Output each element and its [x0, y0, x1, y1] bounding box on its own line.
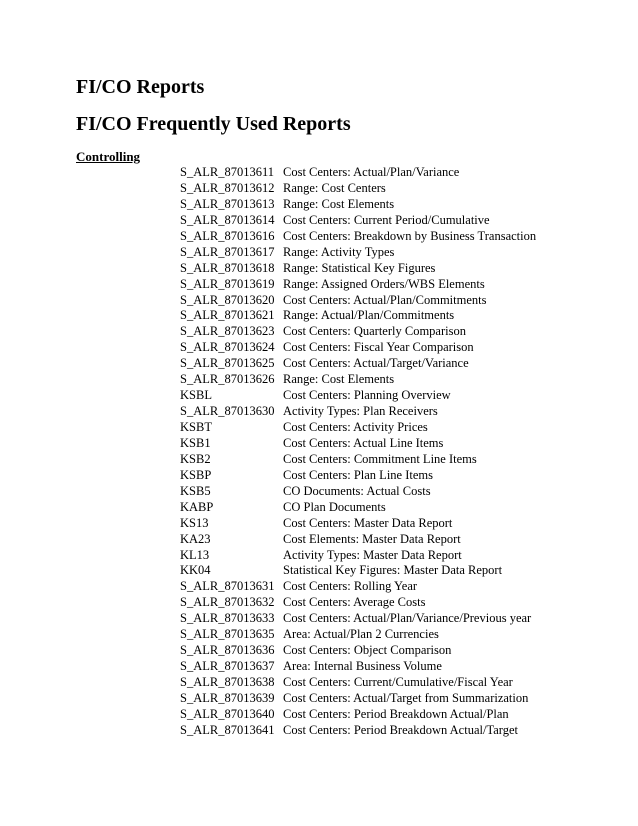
report-description: Cost Centers: Average Costs [283, 595, 426, 610]
report-row [180, 578, 620, 594]
report-description: Range: Statistical Key Figures [283, 260, 436, 275]
report-description: Cost Centers: Master Data Report [283, 515, 453, 530]
report-code: KSBT [180, 420, 212, 434]
report-row [180, 467, 620, 483]
report-code: S_ALR_87013612 [180, 180, 275, 195]
report-description: Cost Centers: Fiscal Year Comparison [283, 340, 474, 355]
report-description: Range: Cost Elements [283, 372, 395, 387]
report-code: S_ALR_87013636 [180, 643, 275, 658]
report-code: S_ALR_87013625 [180, 356, 275, 371]
report-code: KSB5 [180, 483, 211, 498]
report-row [180, 562, 620, 578]
report-code: S_ALR_87013613 [180, 196, 275, 211]
report-code: KSB2 [180, 451, 211, 466]
report-code: S_ALR_87013637 [180, 659, 275, 674]
report-description: Cost Centers: Actual/Plan/Variance [283, 165, 460, 179]
report-code: S_ALR_87013619 [180, 276, 275, 291]
report-row [180, 307, 620, 323]
report-code: KSBP [180, 467, 212, 482]
report-row [180, 196, 620, 212]
report-description: Cost Centers: Period Breakdown Actual/Plan [283, 706, 509, 721]
report-row [180, 387, 620, 403]
report-description: Activity Types: Plan Receivers [283, 404, 438, 419]
report-code: KABP [180, 499, 214, 514]
report-code: S_ALR_87013611 [180, 165, 274, 179]
report-code: KSB1 [180, 435, 211, 450]
report-row [180, 276, 620, 292]
report-row [180, 371, 620, 387]
report-code: S_ALR_87013641 [180, 722, 275, 737]
report-row [180, 658, 620, 674]
report-code: S_ALR_87013633 [180, 611, 275, 626]
report-description: CO Documents: Actual Costs [283, 483, 431, 498]
report-row [180, 212, 620, 228]
report-row [180, 403, 620, 419]
report-code: S_ALR_87013635 [180, 627, 275, 642]
report-description: Cost Centers: Activity Prices [283, 420, 428, 434]
report-description: Statistical Key Figures: Master Data Report [283, 563, 503, 578]
report-row [180, 451, 620, 467]
report-description: Range: Cost Centers [283, 180, 386, 195]
report-description: Cost Centers: Actual/Target from Summarization [283, 690, 529, 705]
report-code: S_ALR_87013621 [180, 308, 275, 323]
report-code: S_ALR_87013626 [180, 372, 275, 387]
report-code: KK04 [180, 563, 211, 578]
report-row [180, 260, 620, 276]
report-description: CO Plan Documents [283, 499, 386, 514]
report-code: S_ALR_87013616 [180, 228, 275, 243]
section-title-controlling: Controlling [76, 149, 141, 164]
report-row [180, 483, 620, 499]
report-row [180, 547, 620, 563]
report-row [180, 610, 620, 626]
report-description: Cost Centers: Commitment Line Items [283, 451, 477, 466]
report-description: Activity Types: Master Data Report [283, 547, 462, 562]
report-code: S_ALR_87013620 [180, 292, 275, 307]
report-description: Range: Actual/Plan/Commitments [283, 308, 455, 323]
report-code: S_ALR_87013639 [180, 690, 275, 705]
report-row [180, 339, 620, 355]
report-code: S_ALR_87013640 [180, 706, 275, 721]
report-code: KS13 [180, 515, 209, 530]
report-description: Cost Centers: Actual/Plan/Commitments [283, 292, 487, 307]
report-description: Cost Centers: Current/Cumulative/Fiscal Year [283, 675, 513, 689]
report-code: S_ALR_87013632 [180, 595, 275, 610]
report-description: Cost Centers: Rolling Year [283, 579, 418, 594]
report-description: Cost Centers: Breakdown by Business Transaction [283, 228, 537, 243]
report-row [180, 292, 620, 308]
report-code: S_ALR_87013630 [180, 404, 275, 419]
report-row [180, 531, 620, 547]
report-list [180, 164, 620, 738]
report-code: KSBL [180, 388, 212, 403]
report-row [180, 228, 620, 244]
report-code: S_ALR_87013614 [180, 212, 275, 227]
report-row [180, 355, 620, 371]
report-description: Cost Centers: Plan Line Items [283, 467, 433, 482]
report-row [180, 626, 620, 642]
report-row [180, 180, 620, 196]
report-row [180, 499, 620, 515]
report-row [180, 244, 620, 260]
report-description: Cost Centers: Actual/Plan/Variance/Previous year [283, 611, 532, 626]
report-code: S_ALR_87013624 [180, 340, 275, 355]
report-code: S_ALR_87013617 [180, 244, 275, 259]
report-description: Cost Elements: Master Data Report [283, 531, 461, 546]
report-code: S_ALR_87013623 [180, 324, 275, 339]
page-subtitle: FI/CO Frequently Used Reports [76, 113, 351, 135]
report-description: Range: Assigned Orders/WBS Elements [283, 276, 485, 291]
report-row [180, 323, 620, 339]
report-code: KA23 [180, 531, 211, 546]
report-description: Range: Activity Types [283, 244, 395, 259]
report-description: Cost Centers: Period Breakdown Actual/Target [283, 722, 518, 737]
report-code: KL13 [180, 547, 210, 562]
report-code: S_ALR_87013638 [180, 675, 275, 689]
report-row [180, 419, 620, 435]
report-description: Cost Centers: Actual/Target/Variance [283, 356, 469, 371]
report-description: Cost Centers: Quarterly Comparison [283, 324, 466, 339]
report-description: Range: Cost Elements [283, 196, 395, 211]
report-row [180, 722, 620, 738]
report-row [180, 515, 620, 531]
report-row [180, 594, 620, 610]
report-description: Area: Internal Business Volume [283, 659, 442, 674]
report-row [180, 642, 620, 658]
report-row [180, 164, 620, 180]
page-title: FI/CO Reports [76, 76, 205, 98]
report-description: Cost Centers: Actual Line Items [283, 435, 444, 450]
report-code: S_ALR_87013618 [180, 260, 275, 275]
report-row [180, 435, 620, 451]
report-row [180, 706, 620, 722]
report-description: Cost Centers: Current Period/Cumulative [283, 212, 490, 227]
report-row [180, 690, 620, 706]
report-description: Cost Centers: Planning Overview [283, 388, 451, 403]
report-description: Cost Centers: Object Comparison [283, 643, 452, 658]
report-row [180, 674, 620, 690]
report-code: S_ALR_87013631 [180, 579, 275, 594]
report-description: Area: Actual/Plan 2 Currencies [283, 627, 439, 642]
